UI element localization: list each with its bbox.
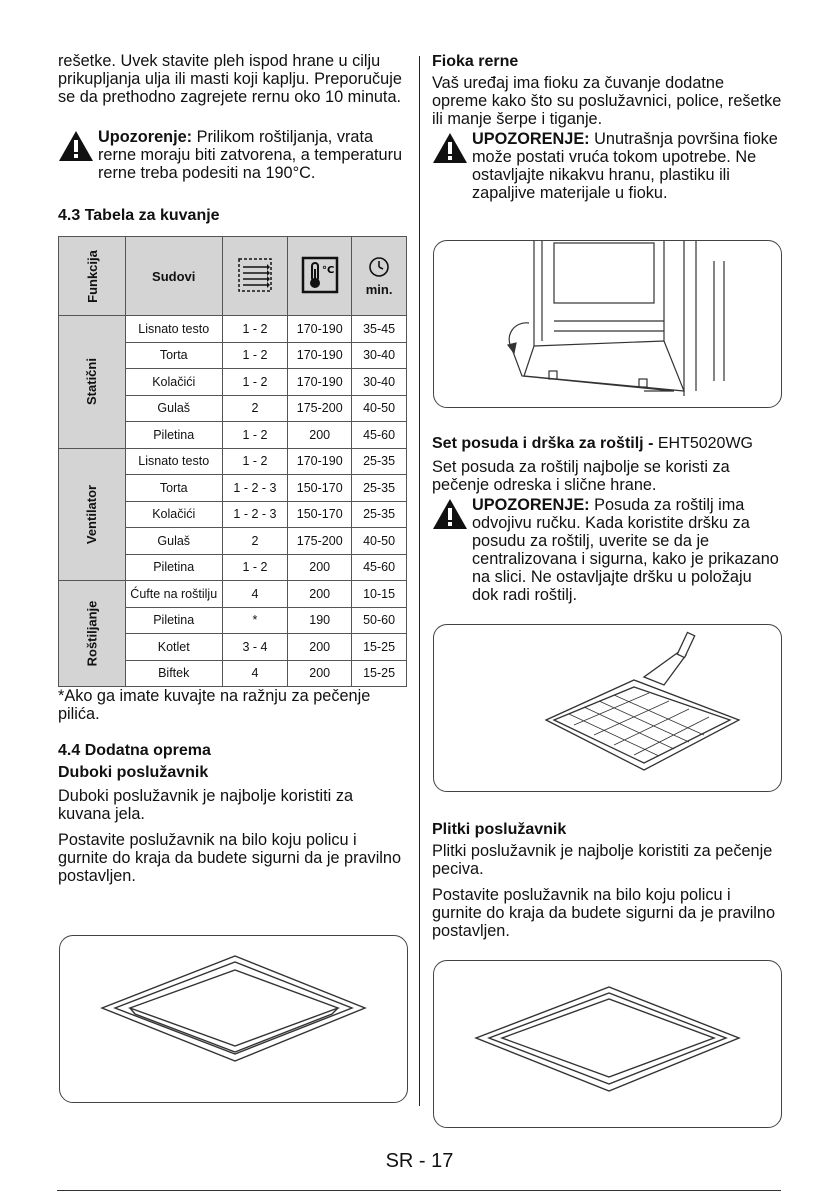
- time-cell: 35-45: [352, 316, 407, 343]
- drawer-text: Vaš uređaj ima fioku za čuvanje dodatne opreme kako što su poslužavnici, police, rešetke ili manje šerpe i tiganje.: [432, 74, 782, 128]
- right-column: [432, 52, 782, 202]
- table-header-row: [59, 237, 407, 316]
- shelf-cell: 1 - 2: [222, 422, 288, 449]
- table-row: [59, 316, 407, 343]
- grill-set-heading: Set posuda i drška za roštilj -: [432, 435, 658, 452]
- dish-cell: Lisnato testo: [125, 448, 222, 475]
- time-cell: 15-25: [352, 634, 407, 661]
- temperature-cell: 200: [288, 581, 352, 608]
- warning-text: Unutrašnja površina fioke može postati vruća tokom upotrebe. Ne ostavljajte nikakvu hranu, plastiku ili zapaljive materijale u fioku.: [472, 130, 778, 202]
- temperature-cell: 170-190: [288, 448, 352, 475]
- temperature-cell: 200: [288, 660, 352, 687]
- deep-tray-text-2: Postavite poslužavnik na bilo koju policu i gurnite do kraja da budete sigurni da je pravilno postavljen.: [58, 831, 402, 885]
- function-group-cell: Ventilator: [59, 448, 126, 581]
- time-cell: 25-35: [352, 448, 407, 475]
- shelf-cell: 2: [222, 395, 288, 422]
- intro-paragraph: rešetke. Uvek stavite pleh ispod hrane u cilju prikupljanja ulja ili masti koji kaplju. Preporučuje se da prethodno zagrejete rernu oko 10 minuta.: [58, 52, 402, 106]
- shelf-cell: *: [222, 607, 288, 634]
- dish-cell: Kolačići: [125, 369, 222, 396]
- col-shelf: [222, 237, 288, 316]
- dish-cell: Kolačići: [125, 501, 222, 528]
- warning-grill-handle: [432, 496, 782, 604]
- grill-set-section: [432, 434, 782, 604]
- dish-cell: Torta: [125, 475, 222, 502]
- warning-text: Prilikom roštiljanja, vrata rerne moraju biti zatvorena, a temperaturu rerne treba podesiti na 190°C.: [98, 128, 403, 182]
- col-time: [352, 237, 407, 316]
- oven-drawer-illustration: [434, 241, 781, 407]
- drawer-heading: Fioka rerne: [432, 53, 519, 70]
- dish-cell: Piletina: [125, 554, 222, 581]
- shelf-level-icon: [235, 255, 275, 295]
- time-cell: 40-50: [352, 528, 407, 555]
- time-cell: 45-60: [352, 554, 407, 581]
- shelf-cell: 1 - 2: [222, 448, 288, 475]
- col-function: Funkcija: [59, 237, 126, 316]
- temperature-cell: 170-190: [288, 316, 352, 343]
- temperature-cell: 170-190: [288, 369, 352, 396]
- dish-cell: Biftek: [125, 660, 222, 687]
- warning-text: Posuda za roštilj ima odvojivu ručku. Kada koristite dršku za posudu za roštilj, uverite se da je centralizovana i sigurna, kako je prikazano na slici. Ne ostavljajte dršku u položaju dok radi roštilj.: [472, 496, 779, 604]
- function-group-cell: Statični: [59, 316, 126, 449]
- warning-label: UPOZORENJE:: [472, 496, 590, 514]
- table-heading: 4.3 Tabela za kuvanje: [58, 207, 220, 224]
- grill-pan-figure: [433, 624, 782, 792]
- deep-tray-illustration: [60, 936, 407, 1102]
- deep-tray-text-1: Duboki poslužavnik je najbolje koristiti za kuvana jela.: [58, 787, 354, 823]
- temperature-cell: 200: [288, 422, 352, 449]
- dish-cell: Ćufte na roštilju: [125, 581, 222, 608]
- shallow-tray-text-2: Postavite poslužavnik na bilo koju policu i gurnite do kraja da budete sigurni da je pravilno postavljen.: [432, 886, 776, 940]
- time-cell: 25-35: [352, 475, 407, 502]
- shelf-cell: 2: [222, 528, 288, 555]
- time-cell: 45-60: [352, 422, 407, 449]
- shelf-cell: 1 - 2: [222, 316, 288, 343]
- clock-icon: [366, 255, 392, 279]
- dish-cell: Piletina: [125, 607, 222, 634]
- time-cell: 30-40: [352, 369, 407, 396]
- warning-icon: [58, 130, 94, 162]
- svg-text:°C: °C: [321, 264, 335, 276]
- time-cell: 25-35: [352, 501, 407, 528]
- warning-icon: [432, 498, 468, 530]
- temperature-cell: 150-170: [288, 475, 352, 502]
- time-cell: 50-60: [352, 607, 407, 634]
- shelf-cell: 1 - 2 - 3: [222, 475, 288, 502]
- dish-cell: Gulaš: [125, 395, 222, 422]
- shallow-tray-section: [432, 820, 782, 940]
- dish-cell: Kotlet: [125, 634, 222, 661]
- warning-label: Upozorenje:: [98, 128, 193, 146]
- dish-cell: Gulaš: [125, 528, 222, 555]
- warning-label: UPOZORENJE:: [472, 130, 590, 148]
- time-cell: 30-40: [352, 342, 407, 369]
- left-column: [58, 52, 403, 885]
- warning-icon: [432, 132, 468, 164]
- drawer-figure: [433, 240, 782, 408]
- shallow-tray-text-1: Plitki poslužavnik je najbolje koristiti za pečenje peciva.: [432, 842, 773, 878]
- dish-cell: Lisnato testo: [125, 316, 222, 343]
- shallow-tray-figure: [433, 960, 782, 1128]
- table-row: [59, 581, 407, 608]
- temperature-cell: 170-190: [288, 342, 352, 369]
- grill-set-model: EHT5020WG: [657, 435, 753, 452]
- shelf-cell: 4: [222, 660, 288, 687]
- cooking-table: [58, 236, 407, 687]
- temperature-cell: 200: [288, 634, 352, 661]
- table-row: [59, 448, 407, 475]
- shallow-tray-illustration: [434, 961, 781, 1127]
- temperature-cell: 175-200: [288, 528, 352, 555]
- shallow-tray-heading: Plitki poslužavnik: [432, 821, 567, 838]
- time-cell: 40-50: [352, 395, 407, 422]
- shelf-cell: 3 - 4: [222, 634, 288, 661]
- dish-cell: Torta: [125, 342, 222, 369]
- warning-grill: [58, 128, 403, 182]
- time-cell: 10-15: [352, 581, 407, 608]
- shelf-cell: 1 - 2: [222, 342, 288, 369]
- warning-drawer: [432, 130, 782, 202]
- temperature-cell: 190: [288, 607, 352, 634]
- dish-cell: Piletina: [125, 422, 222, 449]
- shelf-cell: 1 - 2: [222, 554, 288, 581]
- function-group-cell: Roštiljanje: [59, 581, 126, 687]
- thermometer-icon: [300, 255, 340, 295]
- shelf-cell: 1 - 2 - 3: [222, 501, 288, 528]
- shelf-cell: 1 - 2: [222, 369, 288, 396]
- shelf-cell: 4: [222, 581, 288, 608]
- deep-tray-figure: [59, 935, 408, 1103]
- page-number: SR - 17: [385, 1150, 454, 1172]
- col-dishes: Sudovi: [125, 237, 222, 316]
- temperature-cell: 175-200: [288, 395, 352, 422]
- grill-set-text: Set posuda za roštilj najbolje se koristi za pečenje odreska i slične hrane.: [432, 458, 730, 494]
- time-cell: 15-25: [352, 660, 407, 687]
- column-divider: [419, 56, 420, 1106]
- deep-tray-heading: Duboki poslužavnik: [58, 764, 209, 781]
- temperature-cell: 150-170: [288, 501, 352, 528]
- accessories-heading: 4.4 Dodatna oprema: [58, 742, 211, 759]
- grill-pan-illustration: [434, 625, 781, 791]
- table-footnote: *Ako ga imate kuvajte na ražnju za pečenje pilića.: [58, 687, 371, 723]
- temperature-cell: 200: [288, 554, 352, 581]
- time-unit-label: min.: [365, 282, 393, 297]
- col-temperature: [288, 237, 352, 316]
